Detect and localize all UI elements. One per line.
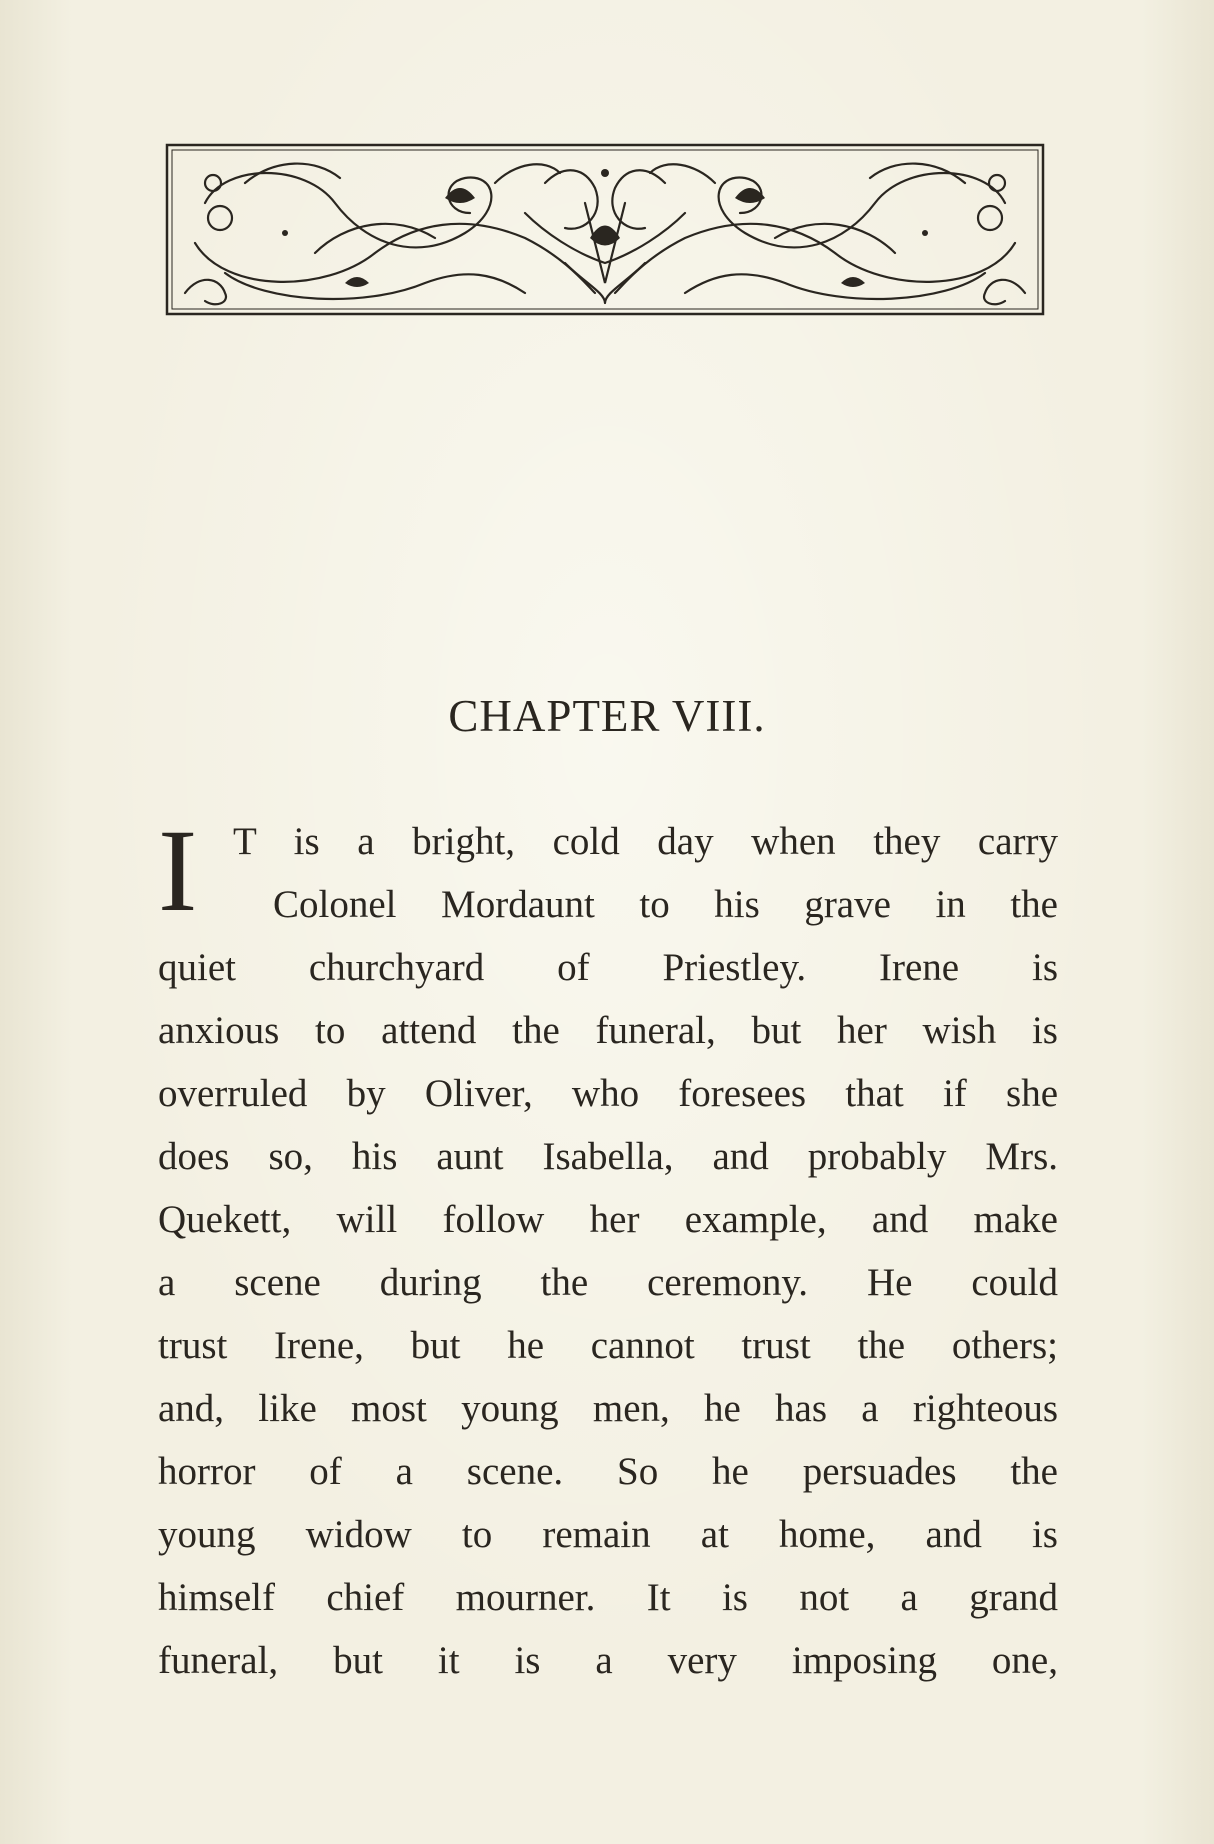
text-line: trust Irene, but he cannot trust the others; [158, 1324, 1058, 1367]
text-line: Colonel Mordaunt to his grave in the [273, 883, 1058, 926]
text-line: funeral, but it is a very imposing one, [158, 1639, 1058, 1682]
text-line: quiet churchyard of Priestley. Irene is [158, 946, 1058, 989]
text-line: does so, his aunt Isabella, and probably Mrs. [158, 1135, 1058, 1178]
chapter-title: CHAPTER VIII. [448, 691, 766, 741]
text-line: young widow to remain at home, and is [158, 1513, 1058, 1556]
text-line: a scene during the ceremony. He could [158, 1261, 1058, 1304]
text-line: Quekett, will follow her example, and make [158, 1198, 1058, 1241]
text-line: and, like most young men, he has a righteous [158, 1387, 1058, 1430]
text-line: anxious to attend the funeral, but her wish is [158, 1009, 1058, 1052]
drop-cap-initial: I [158, 805, 198, 936]
text-line: himself chief mourner. It is not a grand [158, 1576, 1058, 1619]
text-line: T is a bright, cold day when they carry [233, 820, 1058, 863]
chapter-body-text [158, 805, 1058, 1692]
decorative-headpiece [165, 143, 1045, 316]
text-line: horror of a scene. So he persuades the [158, 1450, 1058, 1493]
ornament-icon [165, 143, 1045, 316]
text-line: overruled by Oliver, who foresees that if she [158, 1072, 1058, 1115]
